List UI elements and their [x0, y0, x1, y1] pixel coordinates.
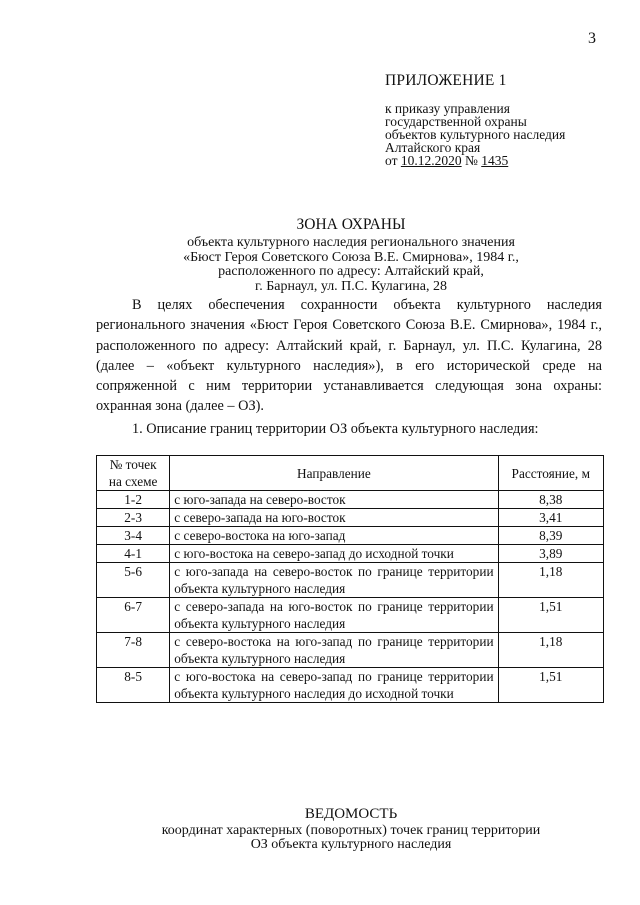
table-header-row	[97, 456, 604, 491]
borders-table	[96, 455, 604, 703]
distance-cell: 1,51	[498, 598, 603, 633]
page-number: 3	[588, 30, 596, 47]
appendix-line-2: государственной охраны	[385, 114, 527, 129]
point-numbers-cell: 1-2	[97, 491, 170, 509]
heading-line-4: г. Барнаул, ул. П.С. Кулагина, 28	[255, 278, 447, 294]
distance-cell: 1,18	[498, 633, 603, 668]
intro-paragraph: В целях обеспечения сохранности объекта культурного наследия регионального значения «Бюст Героя Советского Союза В.Е. Смирнова», 1984 г., расположенного по адресу: Алтайский край, г. Барнаул, ул. П.С. Кулагина, 28 (далее – «объект культурного наследия»), в его исторической среде на сопряженной с ним территории устанавливается следующая зона охраны: охранная зона (далее – ОЗ).	[96, 297, 602, 415]
direction-cell: с северо-запада на юго-восток по границе территории объекта культурного наследия	[170, 598, 498, 633]
statement-line-1: координат характерных (поворотных) точек границ территории	[161, 823, 541, 838]
direction-cell: с северо-запада на юго-восток	[170, 509, 498, 527]
appendix-line-3: объектов культурного наследия	[385, 127, 566, 142]
table-row	[97, 633, 604, 668]
table-row	[97, 509, 604, 527]
appendix-title: ПРИЛОЖЕНИЕ 1	[385, 72, 507, 89]
distance-cell: 3,89	[498, 545, 603, 563]
heading-title: ЗОНА ОХРАНЫ	[296, 216, 406, 233]
table-row	[97, 545, 604, 563]
header-distance: Расстояние, м	[498, 456, 603, 491]
table-row	[97, 491, 604, 509]
header-point-numbers-line-2: на схеме	[108, 474, 158, 489]
direction-cell: с юго-востока на северо-запад по границе территории объекта культурного наследия до исходной точки	[170, 668, 498, 703]
point-numbers-cell: 4-1	[97, 545, 170, 563]
table-row	[97, 563, 604, 598]
distance-cell: 1,51	[498, 668, 603, 703]
section-caption: 1. Описание границ территории ОЗ объекта культурного наследия:	[132, 421, 539, 437]
direction-cell: с северо-востока на юго-запад	[170, 527, 498, 545]
appendix-line-1: к приказу управления	[385, 101, 510, 116]
distance-cell: 8,38	[498, 491, 603, 509]
direction-cell: с юго-востока на северо-запад до исходной точки	[170, 545, 498, 563]
distance-cell: 8,39	[498, 527, 603, 545]
point-numbers-cell: 7-8	[97, 633, 170, 668]
direction-cell: с юго-запада на северо-восток по границе территории объекта культурного наследия	[170, 563, 498, 598]
table-row	[97, 668, 604, 703]
statement-title: ВЕДОМОСТЬ	[304, 806, 398, 822]
order-number: 1435	[481, 153, 509, 168]
point-numbers-cell: 5-6	[97, 563, 170, 598]
point-numbers-cell: 6-7	[97, 598, 170, 633]
order-date: 10.12.2020	[400, 153, 462, 168]
table-row	[97, 598, 604, 633]
header-point-numbers	[97, 456, 170, 491]
statement-line-2: ОЗ объекта культурного наследия	[250, 837, 452, 852]
point-numbers-cell: 2-3	[97, 509, 170, 527]
point-numbers-cell: 3-4	[97, 527, 170, 545]
appendix-line-4: Алтайского края	[385, 140, 481, 155]
heading-line-1: объекта культурного наследия регионального значения	[187, 235, 515, 250]
header-direction: Направление	[170, 456, 498, 491]
header-point-numbers-line-1: № точек	[109, 457, 157, 472]
distance-cell: 3,41	[498, 509, 603, 527]
statement-heading	[0, 806, 640, 852]
appendix-block	[385, 72, 625, 167]
heading-line-3: расположенного по адресу: Алтайский край,	[218, 264, 484, 279]
document-heading	[0, 216, 640, 294]
direction-cell: с юго-запада на северо-восток	[170, 491, 498, 509]
direction-cell: с северо-востока на юго-запад по границе территории объекта культурного наследия	[170, 633, 498, 668]
heading-line-2: «Бюст Героя Советского Союза В.Е. Смирнова», 1984 г.,	[183, 249, 519, 265]
appendix-date-line	[385, 154, 625, 167]
distance-cell: 1,18	[498, 563, 603, 598]
table-row	[97, 527, 604, 545]
date-prefix: от	[385, 153, 401, 168]
number-sign: №	[461, 153, 482, 168]
point-numbers-cell: 8-5	[97, 668, 170, 703]
